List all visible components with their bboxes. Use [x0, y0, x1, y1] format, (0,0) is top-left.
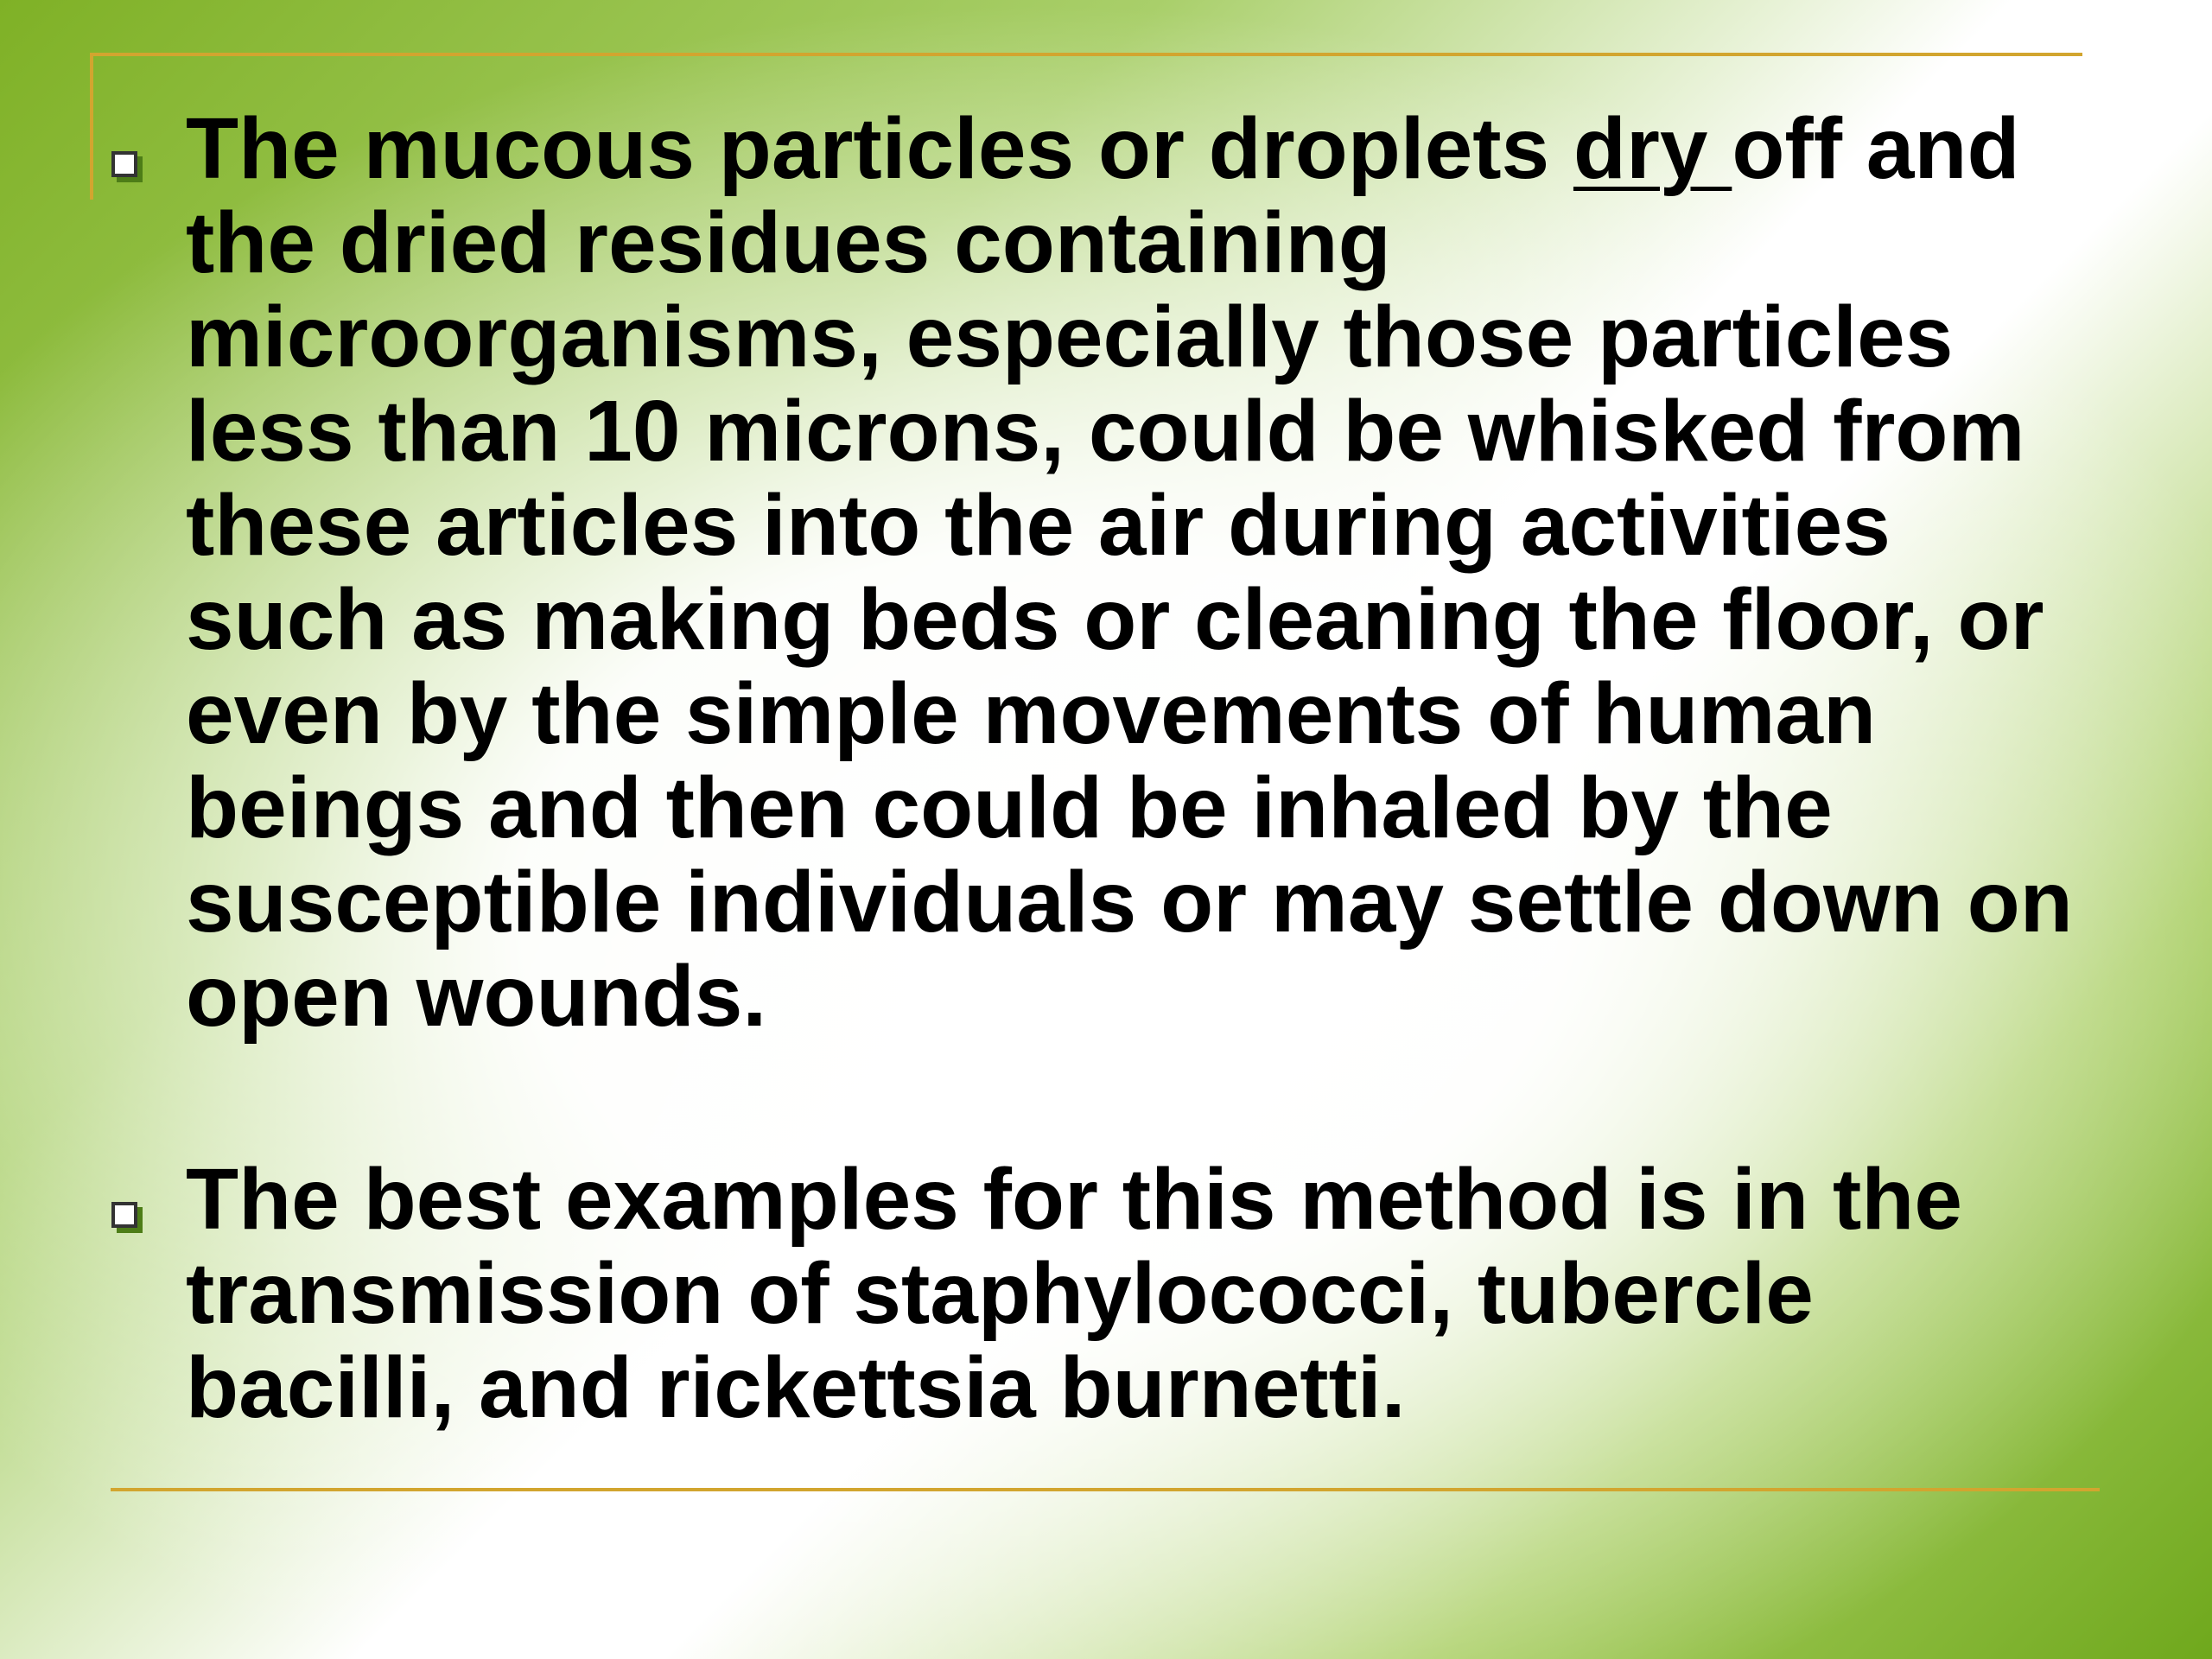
bullet-text-1-start: The mucous particles or droplets	[186, 100, 1573, 197]
bottom-divider-line	[111, 1488, 2100, 1491]
bullet-text-1-underlined: dry	[1573, 100, 1732, 197]
bullet-item-2	[104, 1153, 2091, 1435]
top-divider-line	[90, 53, 2082, 56]
hollow-square-bullet-icon	[111, 151, 137, 177]
hollow-square-bullet-icon	[111, 1202, 137, 1228]
bullet-text-2: The best examples for this method is in the transmission of staphylococci, tubercle bacilli, and rickettsia burnetti.	[186, 1151, 1962, 1436]
slide-bullet-list	[104, 102, 2091, 1435]
left-divider-line	[90, 53, 93, 200]
bullet-text-1-end: off and the dried residues containing microorganisms, especially those particles less than 10 microns, could be whisked from these articles into the air during activities such as making beds or cleaning the floor, or even by the simple movements of human beings and then could be inhaled by the susceptible individuals or may settle down on open wounds.	[186, 100, 2073, 1045]
bullet-item-1	[104, 102, 2091, 1044]
